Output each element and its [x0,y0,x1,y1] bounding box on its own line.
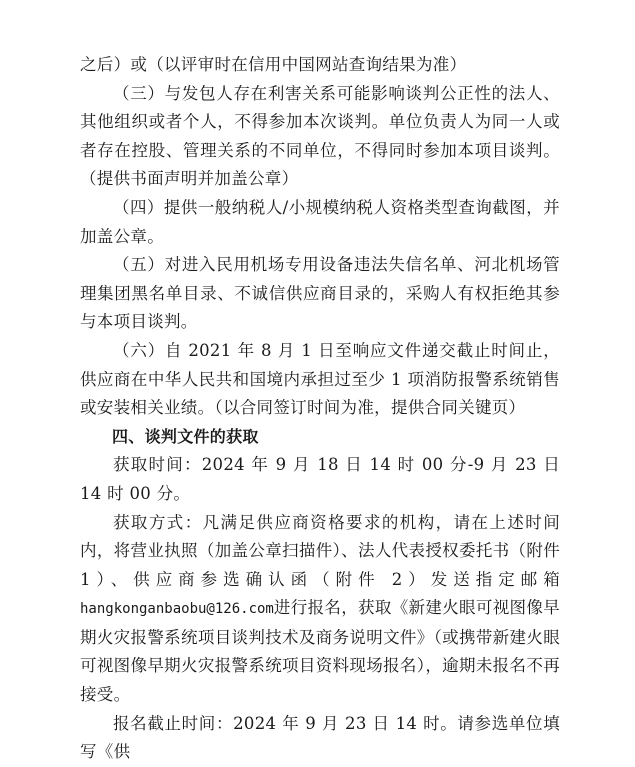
paragraph-item-5: （五）对进入民用机场专用设备违法失信名单、河北机场管理集团黑名单目录、不诚信供应商目录的，采购人有权拒绝其参与本项目谈判。 [80,255,560,332]
acquisition-method [80,509,560,710]
method-text-part1: 获取方式：凡满足供应商资格要求的机构，请在上述时间内，将营业执照（加盖公章扫描件）、法人代表授权委托书（附件 1）、供应商参选确认函（附件 2）发送指定邮箱 [80,512,560,589]
acquisition-time: 获取时间：2024 年 9 月 18 日 14 时 00 分-9 月 23 日 14 时 00 分。 [80,455,560,503]
method-text-part2: 进行报名，获取《新建火眼可视图像早期火灾报警系统项目谈判技术及商务说明文件》（或携带新建火眼可视图像早期火灾报警系统项目资料现场报名），逾期未报名不再接受。 [80,598,560,705]
section-heading: 四、谈判文件的获取 [112,426,259,446]
document-body [80,51,560,767]
paragraph-item-4: （四）提供一般纳税人/小规模纳税人资格类型查询截图，并加盖公章。 [80,197,560,246]
paragraph-continuation: 之后）或（以评审时在信用中国网站查询结果为准） [80,55,467,74]
paragraph-item-6: （六）自 2021 年 8 月 1 日至响应文件递交截止时间止，供应商在中华人民共和国境内承担过至少 1 项消防报警系统销售或安装相关业绩。（以合同签订时间为准，提供合同关键页） [80,340,560,418]
email-address: hangkonganbaobu@126.com [80,601,274,618]
registration-deadline: 报名截止时间：2024 年 9 月 23 日 14 时。请参选单位填写《供 [80,713,560,762]
paragraph-item-3: （三）与发包人存在利害关系可能影响谈判公正性的法人、其他组织或者个人，不得参加本次谈判。单位负责人为同一人或者存在控股、管理关系的不同单位，不得同时参加本项目谈判。（提供书面声明并加盖公章） [80,83,560,189]
